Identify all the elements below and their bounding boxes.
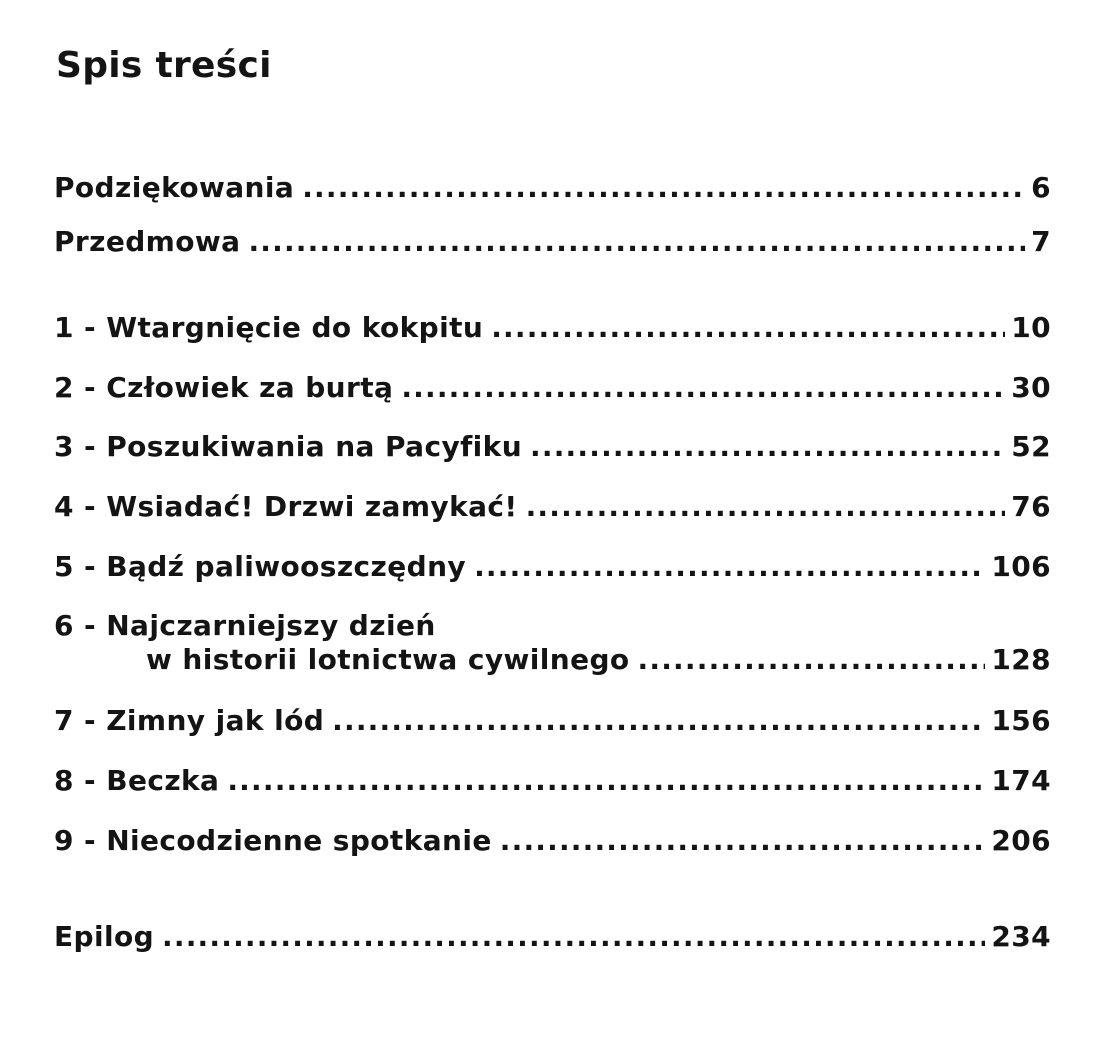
toc-entry-chapter-1 <box>54 311 1051 345</box>
toc-entry-label: 3 - Poszukiwania na Pacyfiku <box>54 430 523 463</box>
toc-entry-chapter-3 <box>54 430 1051 464</box>
dot-leader <box>526 490 1006 524</box>
toc-entry-chapter-8 <box>54 764 1051 798</box>
toc-entry-label: Przedmowa <box>54 225 241 258</box>
toc-entry-page: 7 <box>1031 225 1051 258</box>
toc-entry-label: 7 - Zimny jak lód <box>54 704 325 737</box>
toc-entry-page: 6 <box>1031 171 1051 204</box>
toc-entry-page: 10 <box>1011 311 1051 344</box>
dot-leader <box>491 311 1005 345</box>
toc-entry-chapter-2 <box>54 371 1051 405</box>
toc-entry-chapter-4 <box>54 490 1051 524</box>
toc-entry-acknowledgements <box>54 171 1051 205</box>
toc-entry-label: 2 - Człowiek za burtą <box>54 371 394 404</box>
toc-entry-label: 8 - Beczka <box>54 764 220 797</box>
dot-leader <box>401 371 1005 405</box>
toc-entry-label-line2: w historii lotnictwa cywilnego <box>146 643 630 676</box>
page-title: Spis treści <box>56 45 272 86</box>
toc-entry-preface <box>54 225 1051 259</box>
toc-entry-label: 5 - Bądź paliwooszczędny <box>54 550 467 583</box>
toc-entry-label: Podziękowania <box>54 171 295 204</box>
toc-entry-label: 1 - Wtargnięcie do kokpitu <box>54 311 484 344</box>
toc-entry-label-line1: 6 - Najczarniejszy dzień <box>54 609 436 642</box>
toc-entry-chapter-5 <box>54 550 1051 584</box>
toc-entry-label: 9 - Niecodzienne spotkanie <box>54 824 492 857</box>
toc-entry-page: 52 <box>1011 430 1051 463</box>
toc-entry-page: 156 <box>991 704 1051 737</box>
toc-entry-chapter-9 <box>54 824 1051 858</box>
toc-entry-label: 4 - Wsiadać! Drzwi zamykać! <box>54 490 518 523</box>
dot-leader <box>638 643 986 677</box>
toc-entry-chapter-7 <box>54 704 1051 738</box>
dot-leader <box>332 704 985 738</box>
dot-leader <box>227 764 985 798</box>
toc-entry-page: 234 <box>991 920 1051 953</box>
dot-leader <box>530 430 1005 464</box>
toc-entry-page: 76 <box>1011 490 1051 523</box>
toc-entry-chapter-6 <box>54 609 1051 677</box>
toc-entry-epilogue <box>54 920 1051 954</box>
toc-entry-page: 174 <box>991 764 1051 797</box>
dot-leader <box>162 920 985 954</box>
toc-entry-page: 206 <box>991 824 1051 857</box>
toc-entry-label: Epilog <box>54 920 155 953</box>
toc-entry-page: 106 <box>991 550 1051 583</box>
dot-leader <box>500 824 986 858</box>
dot-leader <box>248 225 1025 259</box>
toc-entry-page: 128 <box>991 643 1051 676</box>
dot-leader <box>302 171 1025 205</box>
dot-leader <box>474 550 985 584</box>
toc-entry-page: 30 <box>1011 371 1051 404</box>
